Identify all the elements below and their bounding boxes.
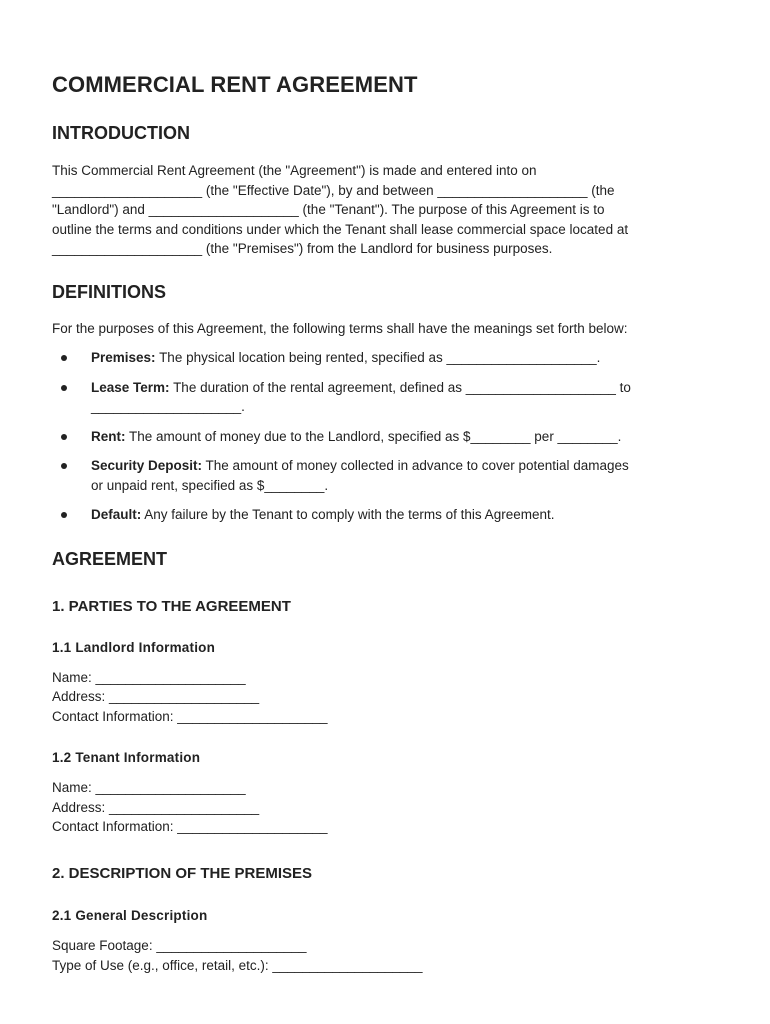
introduction-line: This Commercial Rent Agreement (the "Agreement") is made and entered into on: [52, 163, 537, 178]
introduction-line: "Landlord") and ____________________ (the "Tenant"). The purpose of this Agreement is to: [52, 202, 605, 217]
definition-term: Lease Term:: [91, 379, 170, 395]
definitions-heading: DEFINITIONS: [52, 281, 167, 302]
definition-item-rent: [52, 427, 718, 447]
introduction-line: outline the terms and conditions under which the Tenant shall lease commercial space located at: [52, 221, 629, 237]
landlord-info-heading: 1.1 Landlord Information: [52, 639, 216, 655]
tenant-contact-field: Contact Information: ____________________: [52, 819, 328, 835]
landlord-address-field: Address: ____________________: [52, 689, 260, 705]
definitions-intro: For the purposes of this Agreement, the following terms shall have the meanings set forth below:: [52, 320, 628, 336]
general-description-fields: [52, 936, 718, 976]
bullet-icon: [61, 355, 67, 361]
definition-item-lease-term: [52, 378, 718, 417]
landlord-info-fields: [52, 668, 718, 727]
document-title: COMMERCIAL RENT AGREEMENT: [52, 72, 418, 97]
premises-heading: 2. DESCRIPTION OF THE PREMISES: [52, 865, 313, 883]
definitions-list: [52, 348, 718, 525]
landlord-contact-field: Contact Information: ____________________: [52, 709, 328, 725]
definition-text: The duration of the rental agreement, defined as ____________________ to: [173, 379, 631, 395]
definition-text: The physical location being rented, specified as ____________________.: [159, 350, 601, 365]
general-description-heading: 2.1 General Description: [52, 908, 208, 924]
square-footage-field: Square Footage: ____________________: [52, 938, 307, 954]
tenant-name-field: Name: ____________________: [52, 779, 246, 795]
introduction-paragraph: [52, 161, 718, 259]
tenant-info-heading: 1.2 Tenant Information: [52, 749, 201, 765]
definition-text: The amount of money collected in advance to cover potential damages: [205, 458, 629, 473]
introduction-line: ____________________ (the "Effective Date"), by and between ____________________ (the: [52, 182, 615, 198]
tenant-info-fields: [52, 778, 718, 837]
agreement-heading: AGREEMENT: [52, 548, 168, 569]
definition-item-default: [52, 505, 718, 525]
landlord-name-field: Name: ____________________: [52, 669, 246, 685]
definition-text: The amount of money due to the Landlord, specified as $________ per ________.: [129, 428, 622, 444]
definition-text: Any failure by the Tenant to comply with the terms of this Agreement.: [144, 507, 555, 522]
introduction-heading: INTRODUCTION: [52, 123, 190, 143]
definition-term: Default:: [91, 507, 142, 522]
type-of-use-field: Type of Use (e.g., office, retail, etc.): ____________________: [52, 958, 423, 974]
definition-item-security-deposit: [52, 456, 718, 495]
bullet-icon: [61, 385, 67, 391]
definition-text: ____________________.: [91, 399, 245, 414]
bullet-icon: [61, 434, 67, 440]
definition-item-premises: [52, 348, 718, 368]
parties-heading: 1. PARTIES TO THE AGREEMENT: [52, 597, 291, 615]
introduction-line: ____________________ (the "Premises") from the Landlord for business purposes.: [52, 241, 553, 256]
definition-text: or unpaid rent, specified as $________.: [91, 477, 329, 493]
definition-term: Premises:: [91, 350, 156, 365]
definition-term: Rent:: [91, 428, 126, 444]
bullet-icon: [61, 512, 67, 518]
definition-term: Security Deposit:: [91, 458, 203, 473]
tenant-address-field: Address: ____________________: [52, 799, 260, 815]
bullet-icon: [61, 463, 67, 469]
